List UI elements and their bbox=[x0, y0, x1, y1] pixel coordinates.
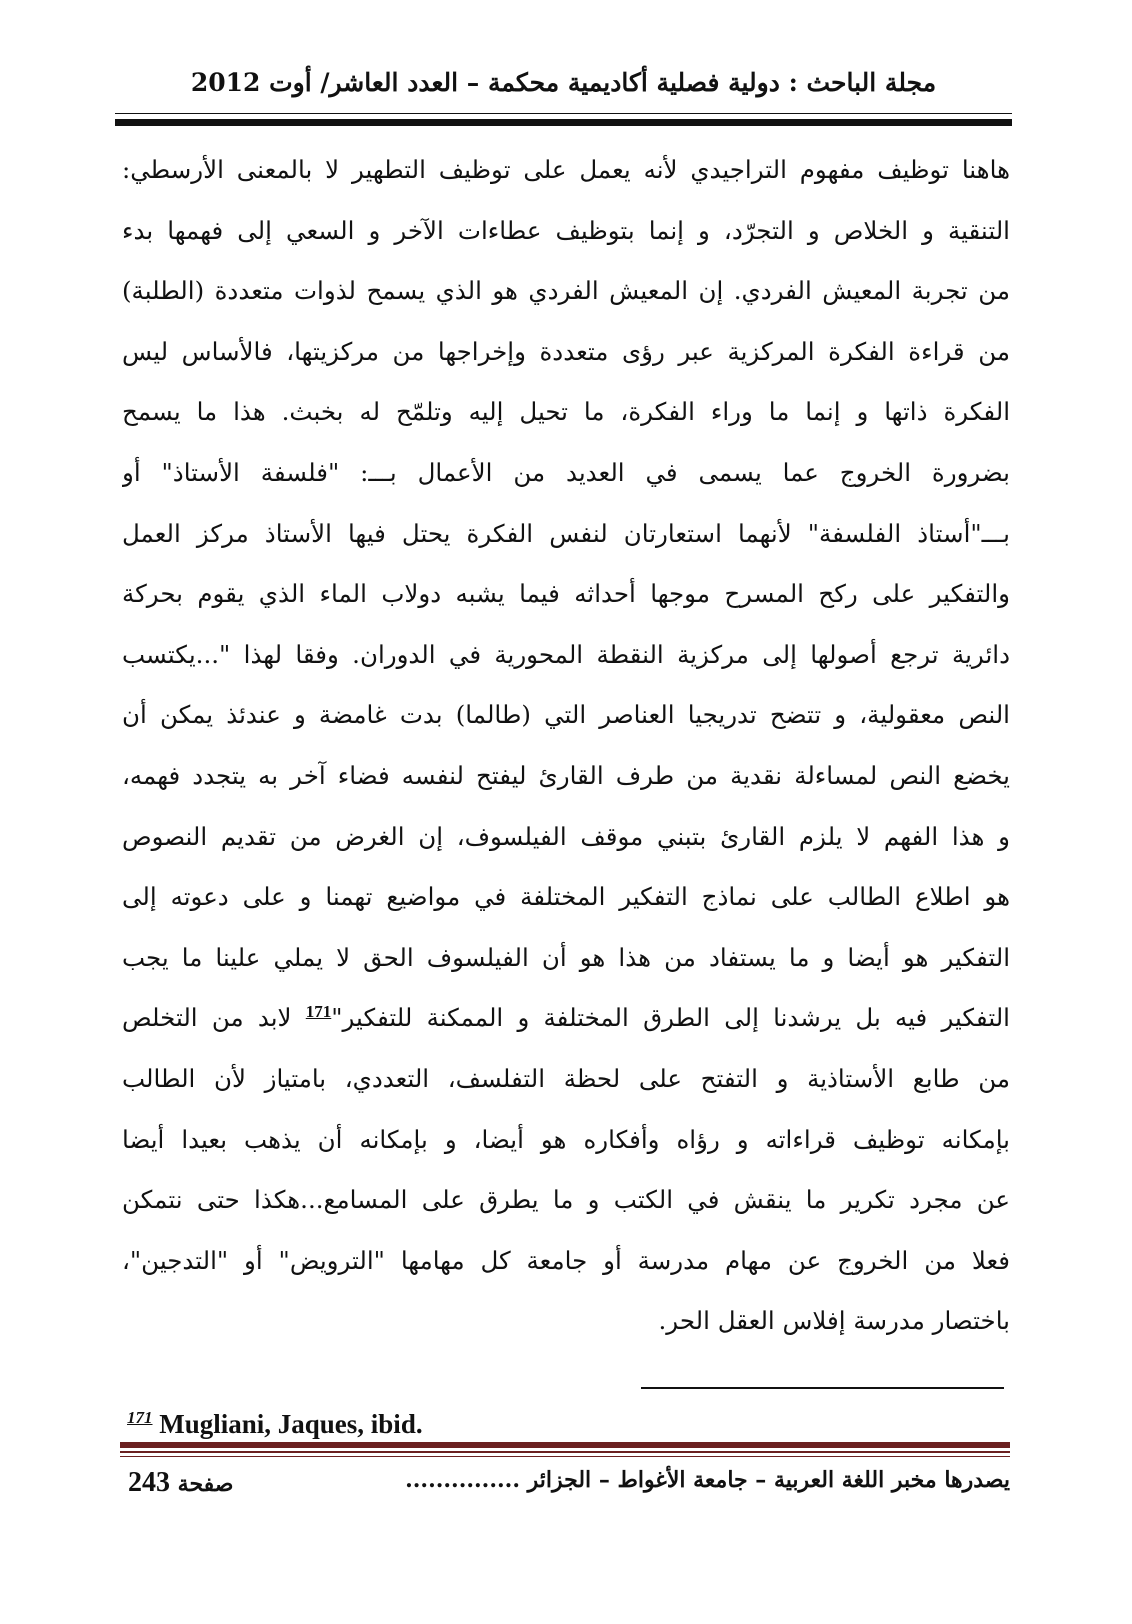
page-number bbox=[128, 1467, 233, 1499]
text-line: النص معقولية، و تتضح تدريجيا العناصر التي (طالما) بدت غامضة و عندئذ يمكن أن bbox=[122, 700, 1010, 730]
body-text bbox=[122, 140, 1010, 1352]
header-rule-thick bbox=[115, 119, 1012, 126]
text-line: التفكير هو أيضا و ما يستفاد من هذا هو أن الفيلسوف الحق لا يملي علينا ما يجب bbox=[122, 942, 1010, 972]
text-line: يخضع النص لمساءلة نقدية من طرف القارئ ليفتح لنفسه فضاء آخر به يتجدد فهمه، bbox=[122, 760, 1010, 790]
footer-rule bbox=[120, 1451, 1010, 1453]
text-line: والتفكير على ركح المسرح موجها أحداثه فيما يشبه دولاب الماء الذي يقوم بحركة bbox=[122, 579, 1010, 609]
text-line: دائرية ترجع أصولها إلى مركزية النقطة المحورية في الدوران. وفقا لهذا "...يكتسب bbox=[122, 639, 1010, 669]
text-line: بضرورة الخروج عما يسمى في العديد من الأعمال بـــ: "فلسفة الأستاذ" أو bbox=[122, 457, 1010, 487]
journal-header: مجلة الباحث : دولية فصلية أكاديمية محكمة – العدد العاشر/ أوت 2012 bbox=[190, 68, 937, 97]
text-line: الفكرة ذاتها و إنما ما وراء الفكرة، ما تحيل إليه وتلمّح له بخبث. هذا ما يسمح bbox=[122, 397, 1010, 427]
page-number-value: 243 bbox=[128, 1467, 170, 1498]
header-rule-thin bbox=[115, 113, 1012, 114]
footnote-reference[interactable]: 171 bbox=[305, 1002, 332, 1022]
text-segment: لابد من التخلص bbox=[122, 1003, 306, 1033]
page-label: صفحة bbox=[170, 1471, 234, 1497]
text-line: من طابع الأستاذية و التفتح على لحظة التفلسف، التعددي، بامتياز لأن الطالب bbox=[122, 1063, 1010, 1093]
text-line: باختصار مدرسة إفلاس العقل الحر. bbox=[658, 1306, 1010, 1336]
text-line: من تجربة المعيش الفردي. إن المعيش الفردي هو الذي يسمح لذوات متعددة (الطلبة) bbox=[122, 276, 1010, 306]
footnote-text: Mugliani, Jaques, ibid. bbox=[152, 1409, 423, 1439]
text-line: التنقية و الخلاص و التجرّد، و إنما بتوظيف عطاءات الآخر و السعي إلى فهمها بدء bbox=[122, 215, 1010, 245]
footnote bbox=[127, 1408, 423, 1440]
text-line: بـــ"أستاذ الفلسفة" لأنهما استعارتان لنفس الفكرة يحتل فيها الأستاذ مركز العمل bbox=[122, 518, 1010, 548]
text-line: و هذا الفهم لا يلزم القارئ بتبني موقف الفيلسوف، إن الغرض من تقديم النصوص bbox=[122, 821, 1010, 851]
text-line-with-footnote bbox=[122, 988, 1010, 1049]
text-segment: التفكير فيه بل يرشدنا إلى الطرق المختلفة و الممكنة للتفكير" bbox=[331, 1003, 1010, 1033]
footnote-number: 171 bbox=[127, 1408, 153, 1427]
text-line: من قراءة الفكرة المركزية عبر رؤى متعددة وإخراجها من مركزيتها، فالأساس ليس bbox=[122, 336, 1010, 366]
text-line: فعلا من الخروج عن مهام مدرسة أو جامعة كل مهامها "الترويض" أو "التدجين"، bbox=[122, 1245, 1010, 1275]
footer-rule bbox=[120, 1456, 1010, 1457]
text-line: عن مجرد تكرير ما ينقش في الكتب و ما يطرق على المسامع...هكذا حتى نتمكن bbox=[122, 1185, 1010, 1215]
footer-rule bbox=[120, 1442, 1010, 1448]
text-line: هو اطلاع الطالب على نماذج التفكير المختلفة في مواضيع تهمنا و على دعوته إلى bbox=[122, 882, 1010, 912]
footer-publisher: يصدرها مخبر اللغة العربية – جامعة الأغواط – الجزائر ............... bbox=[405, 1467, 1010, 1493]
text-line: هاهنا توظيف مفهوم التراجيدي لأنه يعمل على توظيف التطهير لا بالمعنى الأرسطي: bbox=[122, 155, 1010, 184]
footnote-separator bbox=[641, 1387, 1004, 1389]
text-line: بإمكانه توظيف قراءاته و رؤاه وأفكاره هو أيضا، و بإمكانه أن يذهب بعيدا أيضا bbox=[122, 1124, 1010, 1154]
